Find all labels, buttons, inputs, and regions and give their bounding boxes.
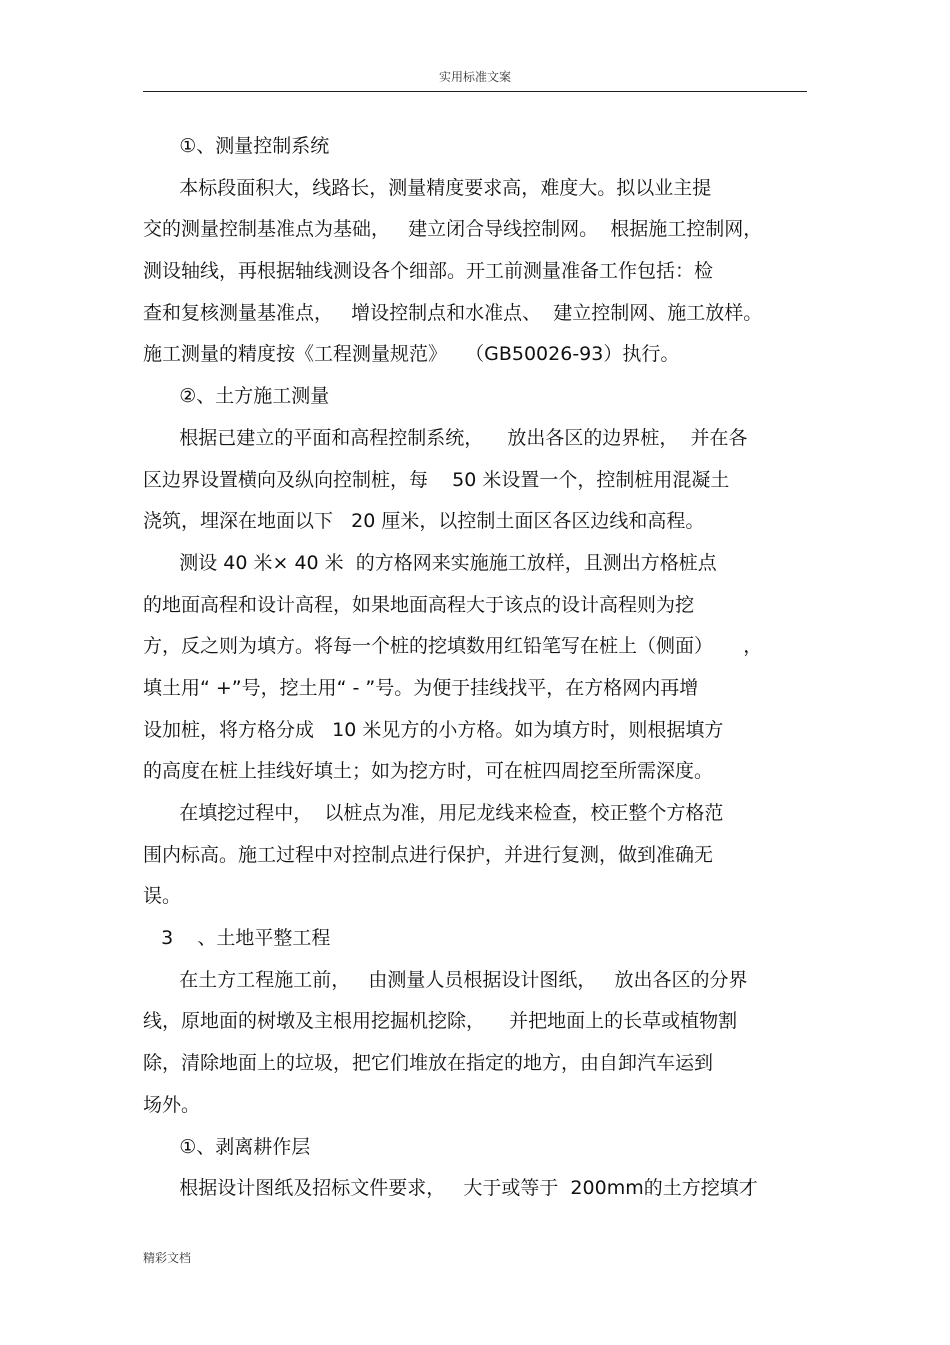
text-line: 测设轴线，再根据轴线测设各个细部。开工前测量准备工作包括：检 bbox=[143, 260, 714, 283]
page-header: 实用标准文案 bbox=[438, 70, 511, 84]
text-line: 除，清除地面上的垃圾，把它们堆放在指定的地方，由自卸汽车运到 bbox=[143, 1052, 714, 1075]
text-line: ②、土方施工测量 bbox=[143, 385, 330, 408]
text-line: 在土方工程施工前， 由测量人员根据设计图纸， 放出各区的分界 bbox=[143, 968, 748, 991]
text-line: 围内标高。施工过程中对控制点进行保护，并进行复测，做到准确无 bbox=[143, 843, 714, 866]
header-divider bbox=[143, 91, 807, 92]
text-line: 根据设计图纸及招标文件要求， 大于或等于 200mm的土方挖填才 bbox=[143, 1177, 758, 1200]
text-line: ①、剥离耕作层 bbox=[143, 1135, 311, 1158]
text-line: 设加桩，将方格分成 10 米见方的小方格。如为填方时，则根据填方 bbox=[143, 718, 724, 741]
text-line: 场外。 bbox=[143, 1093, 201, 1116]
text-line: 浇筑，埋深在地面以下 20 厘米，以控制土面区各区边线和高程。 bbox=[143, 510, 705, 533]
text-line: 3 、土地平整工程 bbox=[143, 927, 331, 950]
text-line: 线，原地面的树墩及主根用挖掘机挖除， 并把地面上的长草或植物割 bbox=[143, 1010, 738, 1033]
text-line: 的地面高程和设计高程，如果地面高程大于该点的设计高程则为挖 bbox=[143, 593, 695, 616]
text-line: 查和复核测量基准点， 增设控制点和水准点、 建立控制网、施工放样。 bbox=[143, 301, 763, 324]
text-line: 本标段面积大，线路长，测量精度要求高，难度大。拟以业主提 bbox=[143, 176, 712, 199]
text-line: 测设 40 米× 40 米 的方格网来实施施工放样，且测出方格桩点 bbox=[143, 551, 717, 574]
text-line: ①、测量控制系统 bbox=[143, 135, 330, 157]
text-line: 填土用“ +”号，挖土用“ - ”号。为便于挂线找平，在方格网内再增 bbox=[143, 676, 699, 699]
document-body bbox=[143, 126, 807, 1210]
text-line: 交的测量控制基准点为基础， 建立闭合导线控制网。 根据施工控制网， bbox=[143, 218, 763, 241]
text-line: 区边界设置横向及纵向控制桩，每 50 米设置一个，控制桩用混凝土 bbox=[143, 468, 730, 491]
text-line: 在填挖过程中， 以桩点为准，用尼龙线来检查，校正整个方格范 bbox=[143, 802, 724, 824]
page-footer: 精彩文档 bbox=[143, 1251, 192, 1265]
text-line: 施工测量的精度按《工程测量规范》 （GB50026-93）执行。 bbox=[143, 343, 680, 366]
text-line: 根据已建立的平面和高程控制系统， 放出各区的边界桩， 并在各 bbox=[143, 426, 748, 449]
text-line: 的高度在桩上挂线好填土；如为挖方时，可在桩四周挖至所需深度。 bbox=[143, 760, 714, 783]
text-line: 误。 bbox=[143, 885, 182, 908]
text-line: 方，反之则为填方。将每一个桩的挖填数用红铅笔写在桩上（侧面） ， bbox=[143, 635, 763, 658]
